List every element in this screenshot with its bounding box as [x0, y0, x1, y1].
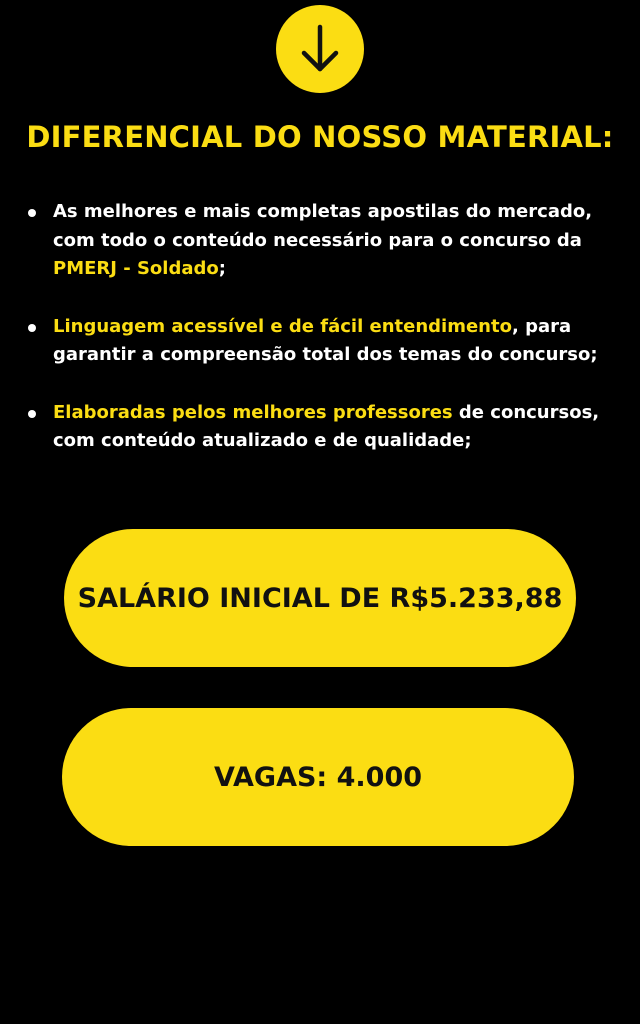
salary-label: SALÁRIO INICIAL DE R$5.233,88 [77, 582, 563, 614]
bullet-icon [28, 324, 36, 332]
feature-highlight: Elaboradas pelos melhores professores [53, 401, 453, 423]
feature-highlight: Linguagem acessível e de fácil entendimento [53, 315, 512, 337]
feature-text-end: ; [218, 258, 226, 279]
feature-text: As melhores e mais completas apostilas do mercado, com todo o conteúdo necessário para o concurso da [53, 201, 593, 251]
feature-text-end: , para garantir a compreensão total dos temas do concurso; [53, 315, 598, 365]
arrow-down-icon [296, 21, 344, 77]
arrow-down-badge [276, 5, 364, 93]
feature-item-linguagem [24, 313, 624, 370]
bullet-icon [28, 410, 36, 418]
feature-item-apostilas [24, 198, 624, 284]
feature-item-professores [24, 399, 624, 456]
vagas-badge [62, 708, 574, 846]
bullet-icon [28, 209, 36, 217]
salary-badge [64, 529, 576, 667]
features-list [24, 198, 624, 485]
feature-highlight: PMERJ - Soldado [53, 258, 219, 279]
vagas-label: VAGAS: 4.000 [213, 761, 423, 793]
feature-text-end: de concursos, com conteúdo atualizado e de qualidade; [53, 401, 600, 451]
section-title: DIFERENCIAL DO NOSSO MATERIAL: [26, 120, 614, 154]
